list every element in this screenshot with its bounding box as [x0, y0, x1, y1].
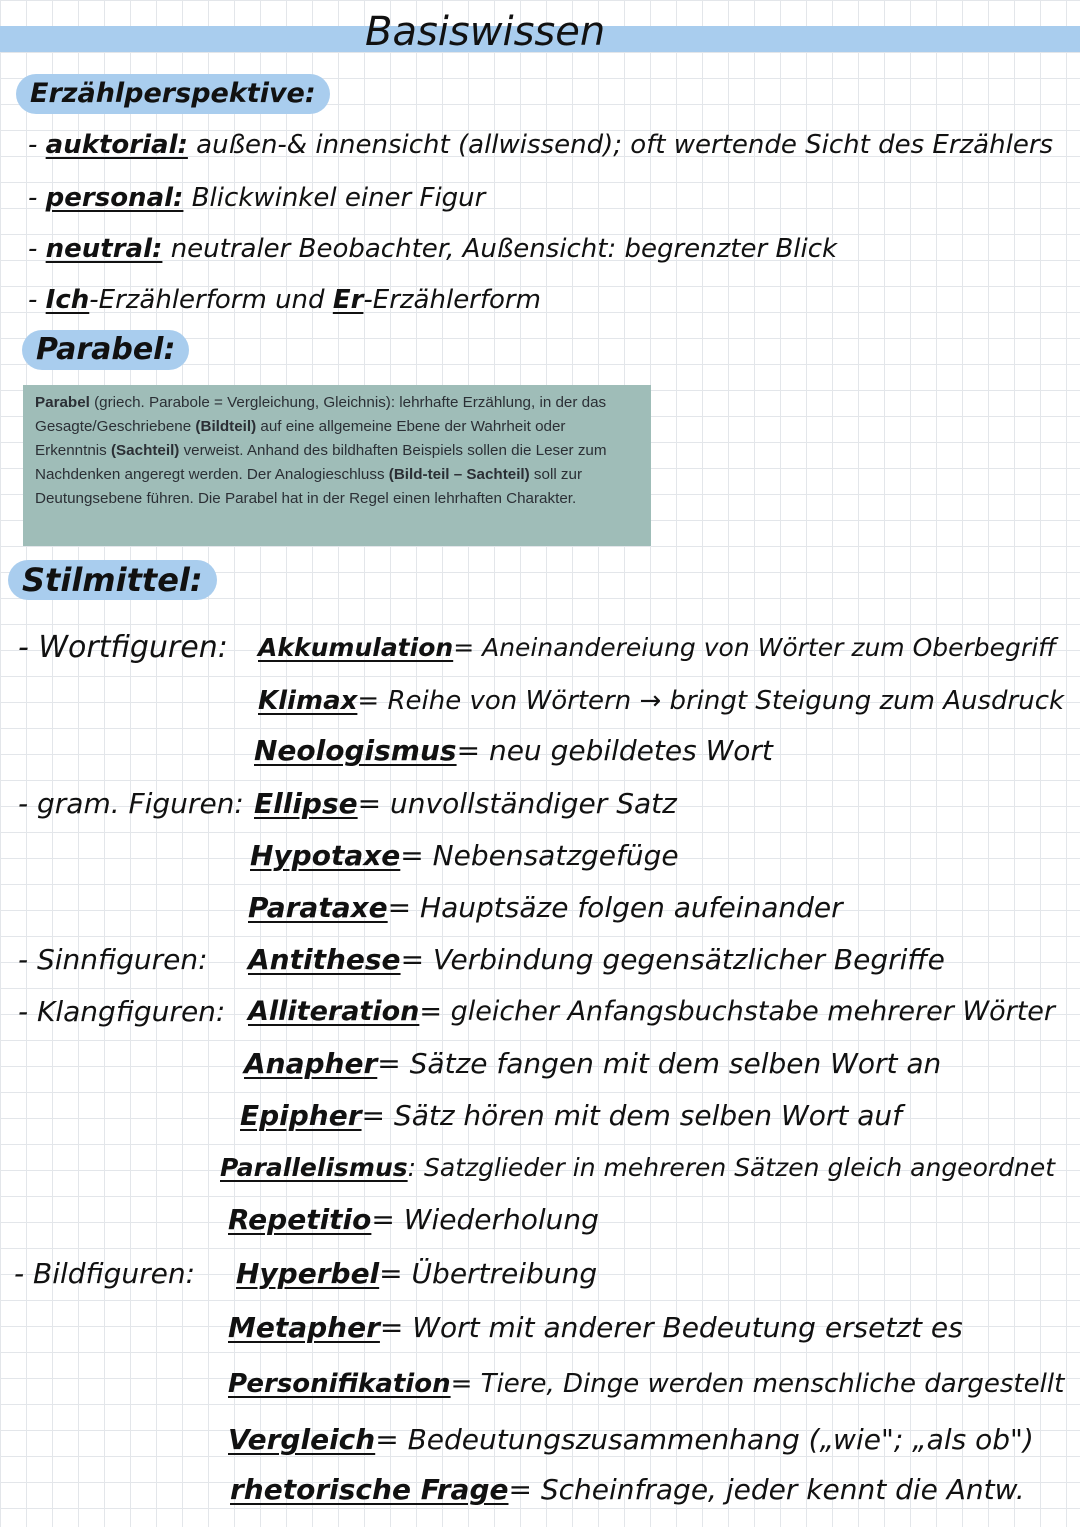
term: Repetitio	[228, 1203, 372, 1236]
separator: =	[453, 633, 475, 662]
term: Vergleich	[228, 1423, 376, 1456]
term: Parataxe	[248, 891, 388, 924]
term: Klimax	[258, 686, 358, 716]
section-heading-erzaehlperspektive: Erzählperspektive:	[16, 74, 330, 114]
term: Er	[332, 285, 364, 315]
term: auktorial:	[45, 130, 188, 160]
definition: Hauptsäze folgen aufeinander	[420, 891, 843, 924]
definition: Übertreibung	[411, 1257, 598, 1290]
definition: Satzglieder in mehreren Sätzen gleich angeordnet	[424, 1153, 1056, 1182]
definition: neu gebildetes Wort	[488, 734, 773, 767]
separator: =	[377, 1047, 401, 1080]
term: Antithese	[248, 943, 401, 976]
separator: =	[379, 1257, 403, 1290]
connector-text: -Erzählerform und	[89, 285, 325, 315]
connector-text: -Erzählerform	[363, 285, 541, 315]
parabel-definition-box	[23, 385, 651, 546]
definition: Bedeutungszusammenhang („wie"; „als ob")	[407, 1423, 1034, 1456]
group-label-klangfiguren: - Klangfiguren:	[18, 995, 226, 1028]
definition: Wiederholung	[403, 1203, 599, 1236]
list-dash: -	[28, 285, 38, 315]
list-item	[228, 1200, 599, 1240]
definition: Blickwinkel einer Figur	[191, 183, 486, 213]
group-label-gram-figuren: - gram. Figuren:	[18, 787, 244, 820]
separator: =	[400, 943, 425, 976]
list-item	[248, 940, 945, 980]
term: Hypotaxe	[250, 839, 401, 872]
separator: =	[419, 996, 442, 1027]
separator: =	[400, 839, 424, 872]
term: Ellipse	[254, 787, 358, 820]
list-item	[228, 1308, 963, 1348]
list-item	[230, 1470, 1025, 1510]
section-heading-parabel: Parabel:	[22, 330, 189, 370]
box-text: verweist. Anhand des bildhaften Beispiels sollen die Leser zum Nachdenken angeregt werden. Der Analogieschluss	[35, 442, 607, 484]
box-term: (Bild-teil – Sachteil)	[388, 466, 530, 484]
group-label-sinnfiguren: - Sinnfiguren:	[18, 943, 208, 976]
box-text: auf eine allgemeine Ebene der Wahrheit oder Erkenntnis	[35, 418, 566, 460]
page-title: Basiswissen	[365, 9, 606, 55]
term: Hyperbel	[236, 1257, 380, 1290]
term: neutral:	[45, 234, 163, 264]
separator: =	[450, 1369, 473, 1399]
definition: Sätz hören mit dem selben Wort auf	[393, 1099, 903, 1132]
separator: =	[379, 1311, 404, 1344]
group-label-wortfiguren: - Wortfiguren:	[18, 630, 228, 665]
section-heading-stilmittel: Stilmittel:	[8, 560, 217, 600]
box-term: (Sachteil)	[110, 442, 180, 460]
separator: =	[456, 734, 481, 767]
term: Personifikation	[228, 1369, 451, 1399]
list-item	[228, 1420, 1034, 1460]
box-term: Parabel	[35, 394, 90, 411]
definition: Aneinandereiung von Wörter zum Oberbegriff	[482, 633, 1057, 662]
separator: =	[357, 787, 382, 820]
list-item	[28, 125, 1053, 165]
term: Akkumulation	[258, 633, 454, 662]
term: Parallelismus	[220, 1153, 408, 1182]
list-item	[28, 178, 485, 218]
term: Alliteration	[248, 996, 420, 1027]
separator: =	[361, 1099, 386, 1132]
definition: gleicher Anfangsbuchstabe mehrerer Wörter	[450, 996, 1056, 1027]
term: Ich	[45, 285, 90, 315]
group-label-bildfiguren: - Bildfiguren:	[14, 1257, 196, 1290]
list-item	[250, 836, 679, 876]
list-item	[254, 731, 773, 771]
box-term: (Bildteil)	[195, 418, 257, 436]
definition: Tiere, Dinge werden menschliche dargestellt	[480, 1369, 1065, 1399]
definition: Nebensatzgefüge	[432, 839, 679, 872]
list-item	[254, 784, 677, 824]
definition: außen-& innensicht (allwissend); oft wertende Sicht des Erzählers	[196, 130, 1054, 160]
list-item	[258, 681, 1064, 721]
term: Anapher	[244, 1047, 378, 1080]
definition: neutraler Beobachter, Außensicht: begrenzter Blick	[170, 234, 838, 264]
separator: =	[357, 686, 380, 716]
separator: =	[371, 1203, 395, 1236]
definition: Scheinfrage, jeder kennt die Antw.	[540, 1473, 1025, 1506]
list-item	[228, 1364, 1064, 1404]
list-dash: -	[28, 130, 38, 160]
term: rhetorische Frage	[230, 1473, 509, 1506]
separator: =	[375, 1423, 399, 1456]
list-item	[28, 280, 541, 320]
definition: unvollständiger Satz	[390, 787, 677, 820]
list-item	[28, 229, 837, 269]
definition: Verbindung gegensätzlicher Begriffe	[432, 943, 945, 976]
list-item	[236, 1254, 597, 1294]
list-item	[248, 992, 1055, 1032]
list-dash: -	[28, 183, 38, 213]
list-item	[248, 888, 843, 928]
definition: Sätze fangen mit dem selben Wort an	[409, 1047, 942, 1080]
list-item	[244, 1044, 941, 1084]
list-item	[220, 1148, 1055, 1188]
box-text: (griech. Parabole = Vergleichung, Gleichnis): lehrhafte Erzählung, in der das Gesagte/Geschriebene	[35, 394, 607, 436]
term: Metapher	[228, 1311, 380, 1344]
term: Epipher	[240, 1099, 362, 1132]
term: personal:	[45, 183, 184, 213]
separator: =	[387, 891, 412, 924]
separator: :	[407, 1153, 417, 1182]
list-dash: -	[28, 234, 38, 264]
list-item	[258, 628, 1056, 668]
definition: Wort mit anderer Bedeutung ersetzt es	[412, 1311, 963, 1344]
term: Neologismus	[254, 734, 457, 767]
list-item	[240, 1096, 902, 1136]
definition: Reihe von Wörtern → bringt Steigung zum Ausdruck	[387, 686, 1065, 716]
separator: =	[508, 1473, 532, 1506]
box-text: soll zur Deutungsebene führen. Die Parabel hat in der Regel einen lehrhaften Charakter.	[35, 466, 583, 508]
